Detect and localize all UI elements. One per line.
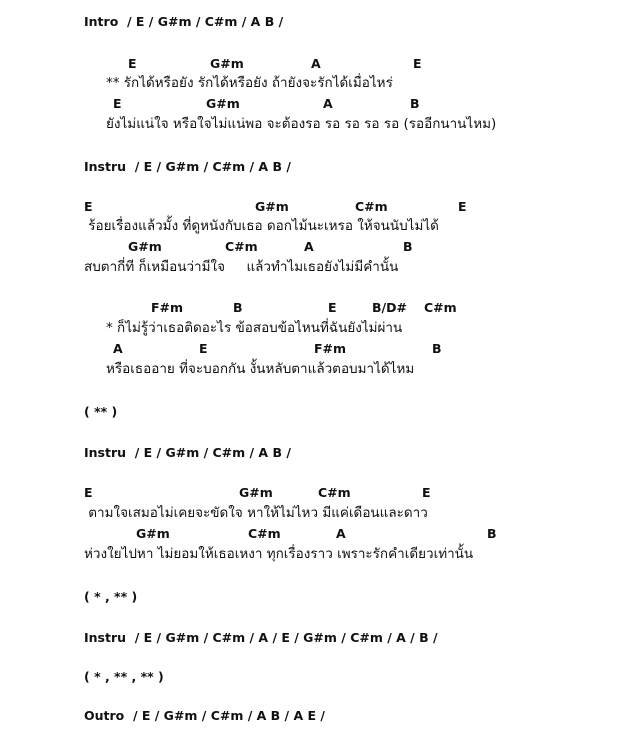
chord-label: B [487,526,497,541]
chord-label: A [304,239,314,254]
pre-lyric-2: หรือเธออาย ที่จะบอกกัน งั้นหลับตาแล้วตอบมาได้ไหม [106,361,415,377]
chord-label: E [422,485,431,500]
chord-label: A [113,341,123,356]
chord-label: B [403,239,413,254]
chord-label: B [432,341,442,356]
verse-lyric-2: สบตากี่ที ก็เหมือนว่ามีใจ แล้วทำไมเธอยังไม่มีคำนั้น [84,259,399,275]
intro-line: Intro / E / G#m / C#m / A B / [84,14,284,29]
chord-label: C#m [318,485,351,500]
chord-label: B/D# [372,300,407,315]
instru-line-1: Instru / E / G#m / C#m / A B / [84,159,291,174]
chord-label: E [128,56,137,71]
chord-label: A [323,96,333,111]
chord-label: E [458,199,467,214]
chord-label: G#m [210,56,244,71]
chord-label: F#m [314,341,347,356]
chord-label: C#m [355,199,388,214]
chord-label: A [311,56,321,71]
chord-label: E [413,56,422,71]
repeat-line-2: ( * , ** ) [84,589,138,604]
instru-line-2: Instru / E / G#m / C#m / A B / [84,445,291,460]
chord-label: G#m [206,96,240,111]
chord-label: G#m [255,199,289,214]
chord-label: C#m [248,526,281,541]
chorus-lyric-1: ** รักได้หรือยัง รักได้หรือยัง ถ้ายังจะรักได้เมื่อไหร่ [106,75,393,91]
verse2-lyric-1: ตามใจเสมอไม่เคยจะขัดใจ หาให้ไม่ไหว มีแค่เดือนและดาว [84,505,428,521]
repeat-line-1: ( ** ) [84,404,118,419]
chord-label: E [199,341,208,356]
chord-label: E [84,199,93,214]
chord-label: B [233,300,243,315]
chord-label: C#m [225,239,258,254]
chord-label: F#m [151,300,184,315]
verse2-lyric-2: ห่วงใยไปหา ไม่ยอมให้เธอเหงา ทุกเรื่องราว เพราะรักคำเดียวเท่านั้น [84,546,474,562]
chord-label: E [328,300,337,315]
chord-label: B [410,96,420,111]
chord-label: G#m [128,239,162,254]
outro-line: Outro / E / G#m / C#m / A B / A E / [84,708,325,723]
chord-label: G#m [239,485,273,500]
chord-label: C#m [424,300,457,315]
chord-label: E [113,96,122,111]
chord-label: G#m [136,526,170,541]
chord-label: E [84,485,93,500]
chorus-lyric-2: ยังไม่แน่ใจ หรือใจไม่แน่พอ จะต้องรอ รอ รอ รอ รอ (รออีกนานไหม) [106,116,497,132]
pre-lyric-1: * ก็ไม่รู้ว่าเธอติดอะไร ข้อสอบข้อไหนที่ฉันยังไม่ผ่าน [106,320,403,336]
repeat-line-3: ( * , ** , ** ) [84,669,164,684]
chord-label: A [336,526,346,541]
instru-line-3: Instru / E / G#m / C#m / A / E / G#m / C#m / A / B / [84,630,438,645]
verse-lyric-1: ร้อยเรื่องแล้วมั้ง ที่ดูหนังกับเธอ ดอกไม้นะเหรอ ให้จนนับไม่ได้ [84,218,439,234]
